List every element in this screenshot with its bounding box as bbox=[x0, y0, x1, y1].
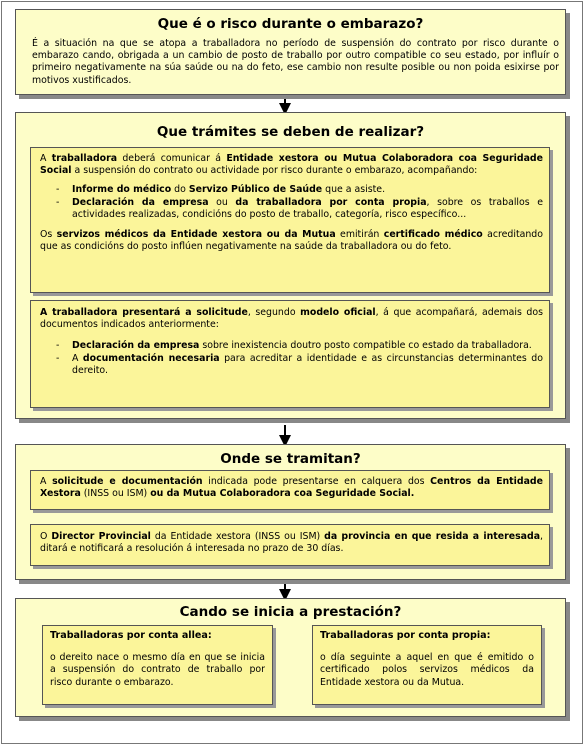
employed-body: o dereito nace o mesmo día en que se inicia a suspensión do contrato de traballo por risco durante o embarazo. bbox=[50, 652, 265, 688]
section-title: Cando se inicia a prestación? bbox=[179, 604, 402, 620]
where-box-submission bbox=[30, 470, 550, 510]
text-fragment: , sobre os traballos e actividades realizadas, condicións do posto de traballo, categoría, risco específico... bbox=[72, 196, 544, 220]
section-title: Onde se tramitan? bbox=[220, 451, 361, 467]
self-employed-body: o día seguinte a aquel en que é emitido o certificado polos servizos médicos da Entidade xestora ou da Mutua. bbox=[320, 652, 534, 688]
text-bold: Entidade xestora ou Mutua Colaboradora coa Seguridade Social bbox=[40, 153, 543, 177]
text-fragment: , ditará e notificará a resolución á interesada no prazo de 30 días. bbox=[40, 531, 544, 555]
text-bold: Servizo Público de Saúde bbox=[188, 184, 323, 196]
text-fragment: , á que acompañará, ademais dos documentos indicados anteriormente: bbox=[40, 307, 543, 331]
section-title: Que trámites se deben de realizar? bbox=[156, 124, 425, 140]
text-bold: Director Provincial bbox=[51, 531, 151, 542]
text-bold: da traballadora por conta propia bbox=[235, 196, 427, 208]
text-fragment: ou bbox=[208, 196, 236, 208]
text-bold: documentación necesaria bbox=[82, 352, 220, 364]
section-benefit-start bbox=[15, 598, 566, 717]
text-bold: da provincia en que resida a interesada bbox=[324, 531, 541, 542]
communication-text bbox=[40, 153, 543, 253]
text-fragment: indicada pode presentarse en calquera dos bbox=[202, 476, 431, 487]
text-bold: modelo oficial bbox=[300, 307, 376, 318]
text-fragment: , segundo bbox=[247, 307, 301, 318]
list-item bbox=[40, 184, 543, 196]
text-bold: Informe do médico bbox=[72, 184, 172, 196]
list-dash: - bbox=[56, 184, 60, 196]
text-bold: Declaración da empresa bbox=[72, 196, 209, 208]
self-employed-text bbox=[320, 630, 534, 689]
section-procedures bbox=[15, 112, 566, 419]
resolution-text bbox=[40, 531, 543, 555]
employed-text bbox=[50, 630, 265, 689]
benefit-box-employed bbox=[42, 625, 273, 705]
text-fragment: O bbox=[40, 531, 52, 542]
text-fragment: (INSS ou ISM) bbox=[80, 488, 151, 500]
text-fragment: A bbox=[40, 476, 53, 487]
text-fragment: emitirán bbox=[335, 229, 384, 241]
text-fragment: para acreditar a identidade e as circunstancias determinantes do dereito. bbox=[72, 352, 543, 376]
text-fragment: acreditando que as condicións do posto inflúen negativamente na saúde da traballadora ou do feto. bbox=[40, 229, 543, 253]
text-bold: solicitude e documentación bbox=[52, 476, 203, 487]
list-item bbox=[40, 340, 543, 352]
text-fragment: a suspensión do contrato ou actividade por risco durante o embarazo, acompañando: bbox=[71, 165, 478, 177]
list-dash: - bbox=[56, 352, 60, 364]
list-item bbox=[40, 197, 543, 221]
text-bold: A traballadora presentará a solicitude bbox=[40, 307, 248, 318]
text-bold: Declaración da empresa bbox=[72, 340, 200, 352]
text-bold: ou da Mutua Colaboradora coa Seguridade Social. bbox=[150, 488, 415, 500]
text-bold: traballadora bbox=[51, 153, 118, 164]
text-fragment: que a asiste. bbox=[322, 184, 386, 196]
text-fragment: sobre inexistencia doutro posto compatible co estado da traballadora. bbox=[199, 340, 532, 352]
definition-text: É a situación na que se atopa a traballadora no período de suspensión do contrato por risco durante o embarazo cando, obrigada a un cambio de posto de traballo por outro compatible co seu estado, por influír o primeiro negativamente na súa saúde ou na do feto, ese cambio non resulte posible ou non poida esixirse por motivos xustificados. bbox=[32, 38, 559, 86]
text-fragment: da Entidade xestora (INSS ou ISM) bbox=[150, 531, 325, 542]
submission-text bbox=[40, 476, 543, 500]
text-fragment: do bbox=[171, 184, 189, 196]
text-fragment: deberá comunicar á bbox=[117, 153, 227, 164]
benefit-box-self-employed bbox=[312, 625, 542, 705]
application-text bbox=[40, 307, 543, 377]
list-dash: - bbox=[56, 196, 60, 208]
procedure-box-application bbox=[30, 300, 550, 408]
text-fragment: Os bbox=[40, 229, 57, 241]
section-risk-definition bbox=[15, 9, 566, 95]
text-fragment: A bbox=[40, 153, 52, 164]
employed-heading: Traballadoras por conta allea: bbox=[50, 630, 212, 641]
where-box-resolution bbox=[30, 524, 550, 566]
section-title: Que é o risco durante o embarazo? bbox=[157, 16, 424, 32]
self-employed-heading: Traballadoras por conta propia: bbox=[320, 630, 491, 641]
section-where-processed bbox=[15, 444, 566, 580]
procedure-box-communication bbox=[30, 147, 550, 293]
text-bold: servizos médicos da Entidade xestora ou da Mutua bbox=[56, 229, 336, 241]
list-dash: - bbox=[56, 340, 60, 352]
list-item bbox=[40, 353, 543, 377]
text-bold: Centros da Entidade Xestora bbox=[40, 476, 543, 500]
text-bold: certificado médico bbox=[383, 229, 483, 241]
text-fragment: A bbox=[72, 352, 83, 364]
